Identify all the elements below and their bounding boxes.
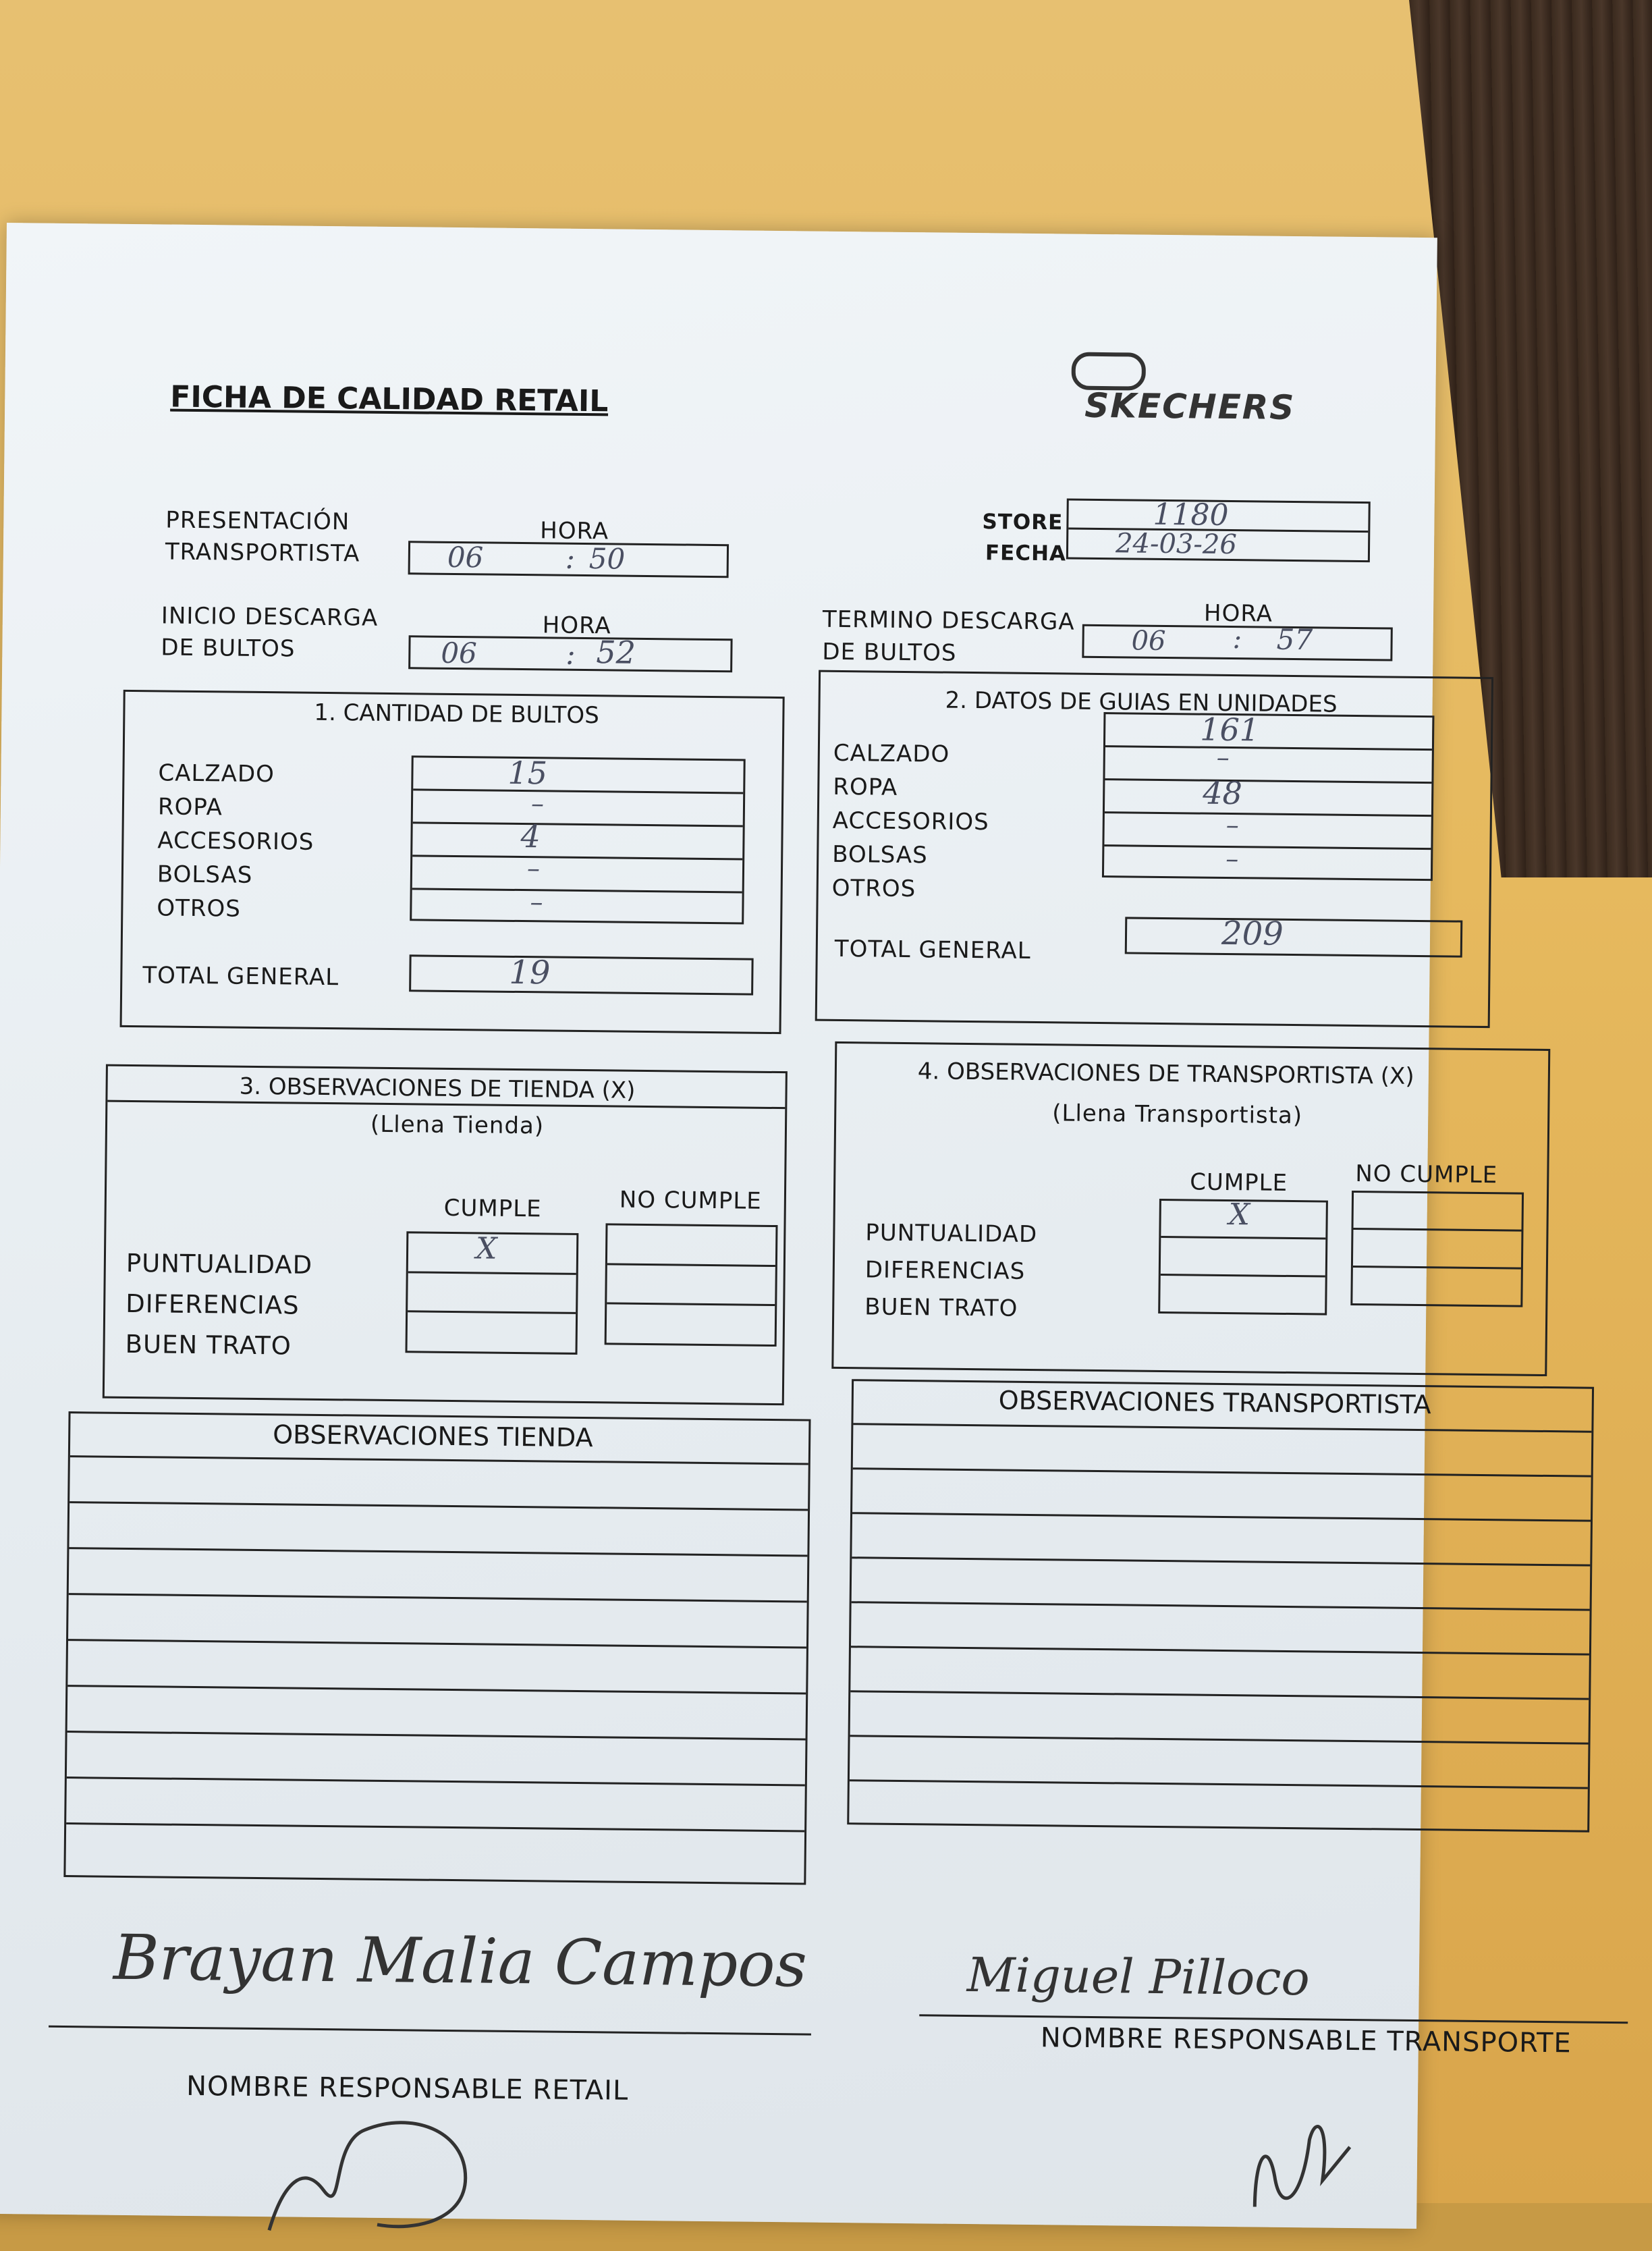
writing-line (70, 1501, 808, 1511)
observaciones-transportista-title: OBSERVACIONES TRANSPORTISTA (998, 1385, 1431, 1420)
s1-bolsas-label: BOLSAS (157, 861, 253, 889)
retail-signature-line (49, 2026, 811, 2036)
store-value: 1180 (1153, 497, 1229, 533)
writing-line (67, 1731, 806, 1740)
s1-calzado-label: CALZADO (158, 759, 275, 788)
brand-name: SKECHERS (1084, 385, 1296, 428)
s2-total-label: TOTAL GENERAL (834, 935, 1031, 965)
grid-line (412, 855, 742, 860)
retail-signature-scribble (242, 2102, 568, 2240)
writing-line (66, 1822, 804, 1832)
section2-title: 2. DATOS DE GUIAS EN UNIDADES (945, 686, 1338, 718)
s4-puntualidad-label: PUNTUALIDAD (865, 1219, 1038, 1249)
s2-value-grid (1102, 712, 1435, 881)
hora-label: HORA (540, 517, 609, 545)
s4-buen-trato-label: BUEN TRATO (864, 1293, 1018, 1322)
inicio-minute: 52 (596, 634, 636, 671)
s1-calzado-value: 15 (507, 754, 548, 792)
s2-ropa-value: – (1216, 742, 1230, 773)
retail-responsible-name: Brayan Malia Campos (113, 1921, 808, 2001)
writing-line (853, 1467, 1591, 1477)
grid-line (413, 821, 743, 827)
presentacion-time-field[interactable] (408, 541, 729, 578)
s2-calzado-value: 161 (1199, 711, 1260, 749)
writing-line (69, 1547, 807, 1556)
form-sheet (0, 223, 1572, 2229)
store-fecha-box (1066, 498, 1371, 562)
s1-otros-value: – (530, 887, 543, 917)
s1-total-value: 19 (509, 953, 551, 992)
observaciones-tienda-title: OBSERVACIONES TIENDA (272, 1419, 593, 1453)
inicio-hour: 06 (441, 636, 478, 670)
s1-ropa-value: – (530, 788, 545, 819)
de-bultos-label: DE BULTOS (822, 638, 957, 667)
hora-label: HORA (1203, 599, 1273, 628)
grid-line (607, 1263, 775, 1267)
s2-bolsas-value: – (1226, 809, 1239, 840)
writing-line (70, 1455, 808, 1465)
writing-line (853, 1423, 1591, 1432)
section-observaciones-transportista-x (831, 1041, 1550, 1376)
observaciones-transportista-box[interactable] (847, 1379, 1594, 1832)
section3-subtitle: (Llena Tienda) (370, 1110, 545, 1140)
section4-title: 4. OBSERVACIONES DE TRANSPORTISTA (X) (917, 1058, 1414, 1090)
s2-total-field (1125, 914, 1463, 957)
s2-otros-label: OTROS (831, 874, 916, 903)
s2-calzado-label: CALZADO (833, 739, 950, 768)
s3-buen-trato-label: BUEN TRATO (125, 1329, 292, 1361)
grid-line (408, 1271, 576, 1275)
termino-minute: 57 (1276, 622, 1313, 657)
grid-line (408, 1310, 576, 1314)
writing-line (851, 1646, 1589, 1655)
grid-line (1161, 1236, 1325, 1240)
inicio-time-field[interactable] (408, 635, 732, 672)
termino-time-field[interactable] (1082, 624, 1392, 661)
grid-line (1104, 844, 1431, 850)
s1-value-grid (410, 755, 746, 924)
section4-subtitle: (Llena Transportista) (1052, 1100, 1303, 1130)
transportista-label: TRANSPORTISTA (165, 538, 360, 568)
s1-ropa-label: ROPA (157, 793, 223, 821)
s2-accesorios-value: 48 (1202, 774, 1243, 812)
grid-line (1161, 1274, 1325, 1278)
retail-responsible-label: NOMBRE RESPONSABLE RETAIL (186, 2070, 629, 2107)
s2-bolsas-label: BOLSAS (832, 840, 928, 869)
writing-line (850, 1735, 1589, 1744)
s2-ropa-label: ROPA (833, 773, 898, 801)
s4-no-cumple-grid[interactable] (1350, 1191, 1524, 1307)
grid-line (1353, 1228, 1521, 1232)
termino-hour: 06 (1131, 625, 1166, 657)
fecha-label: FECHA (985, 541, 1067, 566)
section3-title: 3. OBSERVACIONES DE TIENDA (X) (239, 1073, 636, 1104)
presentacion-hour: 06 (447, 540, 484, 574)
grid-line (1105, 745, 1432, 751)
writing-line (850, 1690, 1589, 1700)
s1-bolsas-value: – (526, 853, 541, 884)
writing-line (852, 1601, 1590, 1610)
termino-descarga-label: TERMINO DESCARGA (822, 605, 1075, 636)
s2-accesorios-label: ACCESORIOS (832, 807, 989, 836)
s3-puntualidad-cumple-mark: X (475, 1231, 497, 1266)
writing-line (69, 1593, 807, 1602)
de-bultos-label: DE BULTOS (161, 634, 296, 663)
inicio-descarga-label: INICIO DESCARGA (161, 602, 379, 632)
presentacion-minute: 50 (588, 542, 626, 576)
s4-diferencias-label: DIFERENCIAS (864, 1256, 1026, 1285)
writing-line (850, 1779, 1588, 1789)
writing-line (852, 1512, 1591, 1521)
section-datos-guias (815, 670, 1493, 1028)
section1-title: 1. CANTIDAD DE BULTOS (314, 699, 599, 730)
s3-puntualidad-label: PUNTUALIDAD (126, 1248, 313, 1280)
transporte-responsible-label: NOMBRE RESPONSABLE TRANSPORTE (1040, 2022, 1572, 2059)
s3-no-cumple-grid[interactable] (605, 1223, 778, 1347)
grid-line (413, 788, 743, 794)
s1-otros-label: OTROS (157, 894, 242, 923)
s4-puntualidad-cumple-mark: X (1228, 1197, 1250, 1232)
s4-cumple-grid[interactable] (1158, 1199, 1328, 1316)
grid-line (607, 1302, 775, 1306)
s3-no-cumple-header: NO CUMPLE (619, 1186, 762, 1215)
time-colon: : (565, 541, 576, 575)
fecha-value: 24-03-26 (1115, 528, 1238, 561)
form-title: FICHA DE CALIDAD RETAIL (170, 379, 609, 419)
time-colon: : (566, 637, 576, 671)
s1-accesorios-label: ACCESORIOS (157, 827, 314, 856)
writing-line (68, 1639, 806, 1648)
transporte-signature-scribble (1241, 2098, 1377, 2235)
s3-diferencias-label: DIFERENCIAS (126, 1289, 300, 1320)
s3-cumple-header: CUMPLE (443, 1194, 542, 1223)
grid-line (1105, 811, 1431, 817)
grid-line (412, 888, 742, 893)
grid-line (1353, 1266, 1521, 1270)
s1-total-label: TOTAL GENERAL (142, 962, 339, 992)
section-cantidad-bultos (120, 690, 785, 1034)
hora-label: HORA (542, 612, 611, 640)
observaciones-tienda-box[interactable] (63, 1411, 810, 1884)
writing-line (67, 1685, 806, 1694)
transporte-responsible-name: Miguel Pilloco (966, 1947, 1311, 2007)
writing-line (67, 1777, 805, 1786)
grid-line (1105, 778, 1431, 784)
s3-cumple-grid[interactable] (405, 1231, 578, 1355)
s1-total-field (409, 954, 754, 995)
s2-total-value: 209 (1221, 914, 1284, 953)
time-colon: : (1232, 624, 1242, 655)
writing-line (852, 1556, 1590, 1566)
skechers-s-icon (1071, 352, 1146, 391)
s2-otros-value: – (1226, 843, 1239, 874)
presentacion-label: PRESENTACIÓN (165, 506, 350, 536)
s4-no-cumple-header: NO CUMPLE (1355, 1160, 1498, 1189)
s1-accesorios-value: 4 (520, 818, 541, 855)
store-label: STORE (982, 510, 1064, 535)
section-observaciones-tienda-x (103, 1064, 788, 1406)
s4-cumple-header: CUMPLE (1190, 1168, 1288, 1197)
